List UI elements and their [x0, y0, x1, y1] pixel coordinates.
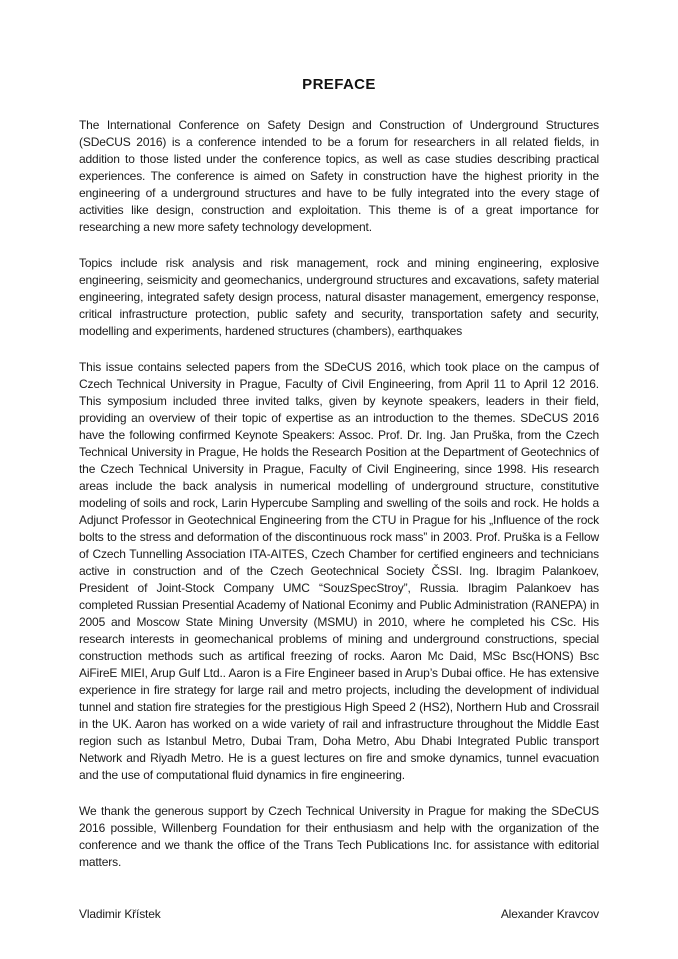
paragraph-topics: Topics include risk analysis and risk management, rock and mining engineering, explosive engineering, seismicity and geomechanics, underground structures and excavations, safety material engineering, integrated safety design process, natural disaster management, emergency response, critical infrastructure protection, public safety and security, transportation safety and security, modelling and experiments, hardened structures (chambers), earthquakes [79, 256, 599, 338]
signature-right: Alexander Kravcov [500, 907, 599, 921]
signature-left: Vladimir Křístek [79, 907, 161, 921]
signatures-row [79, 907, 599, 921]
paragraph-intro: The International Conference on Safety Design and Construction of Underground Structures (SDeCUS 2016) is a conference intended to be a forum for researchers in all related fields, in addition to those listed under the conference topics, as well as case studies describing practical experiences. The conference is aimed on Safety in construction have the highest priority in the engineering of a underground structures and have to be fully integrated into the every stage of activities like design, construction and exploitation. This theme is of a great importance for researching a new more safety technology development. [79, 118, 599, 234]
paragraph-acknowledgements: We thank the generous support by Czech Technical University in Prague for making the SDeCUS 2016 possible, Willenberg Foundation for their enthusiasm and help with the organization of the conference and we thank the office of the Trans Tech Publications Inc. for assistance with editorial matters. [79, 804, 599, 869]
paragraph-keynotes: This issue contains selected papers from the SDeCUS 2016, which took place on the campus of Czech Technical University in Prague, Faculty of Civil Engineering, from April 11 to April 12 2016. This symposium included three invited talks, given by keynote speakers, leaders in their field, providing an overview of their topic of expertise as an introduction to the themes. SDeCUS 2016 have the following confirmed Keynote Speakers: Assoc. Prof. Dr. Ing. Jan Pruška, from the Czech Technical University in Prague, He holds the Research Position at the Department of Geotechnics of the Czech Technical University in Prague, Faculty of Civil Engineering, since 1998. His research areas include the back analysis in numerical modelling of underground structure, constitutive modeling of soils and rock, Larin Hypercube Sampling and swelling of the soils and rock. He holds a Adjunct Professor in Geotechnical Engineering from the CTU in Prague for his „Influence of the rock bolts to the stress and deformation of the discontinuous rock mass” in 2003. Prof. Pruška is a Fellow of Czech Tunnelling Association ITA-AITES, Czech Chamber for certified engineers and technicians active in construction and of the Czech Geotechnical Society ČSSI. Ing. Ibragim Palankoev, President of Joint-Stock Company UMC “SouzSpecStroy”, Russia. Ibragim Palankoev has completed Russian Presential Academy of National Econimy and Public Administration (RANEPA) in 2005 and Moscow State Mining Unversity (MSMU) in 2010, where he completed his CSc. His research interests in geomechanical problems of mining and underground constructions, special construction methods such as artifical freezing of rocks. Aaron Mc Daid, MSc Bsc(HONS) Bsc AiFireE MIEI, Arup Gulf Ltd.. Aaron is a Fire Engineer based in Arup’s Dubai office. He has extensive experience in fire strategy for large rail and metro projects, including the development of individual tunnel and station fire strategies for the prestigious High Speed 2 (HS2), Northern Hub and Crossrail in the UK. Aaron has worked on a wide variety of rail and infrastructure throughout the Middle East region such as Istanbul Metro, Dubai Tram, Doha Metro, Abu Dhabi Integrated Public transport Network and Riyadh Metro. He is a guest lectures on fire and smoke dynamics, tunnel evacuation and the use of computational fluid dynamics in fire engineering. [79, 360, 599, 782]
page-title: PREFACE [302, 76, 376, 93]
